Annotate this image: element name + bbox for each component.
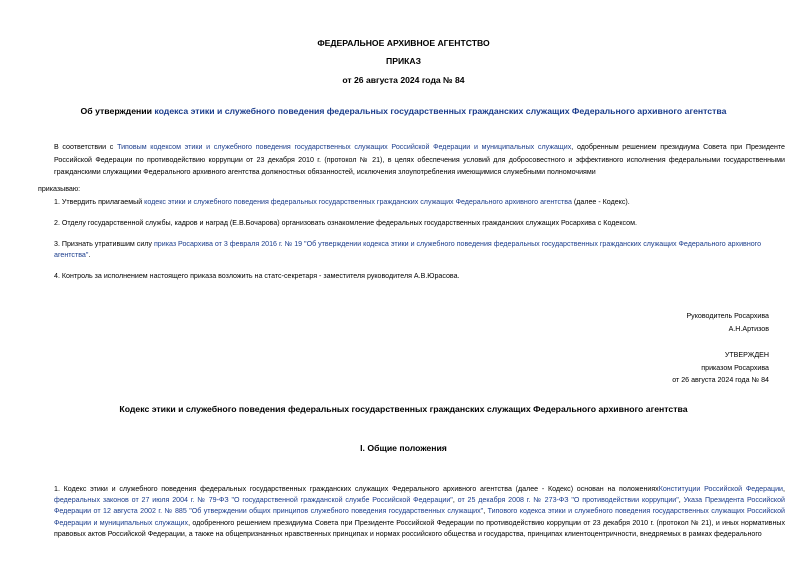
preamble-paragraph [38, 141, 785, 179]
item-4: 4. Контроль за исполнением настоящего приказа возложить на статс-секретаря - заместителя руководителя А.В.Юрасова. [54, 272, 460, 280]
decree-885-link[interactable]: Указа Президента Российской Федерации от 12 августа 2002 г. № 885 "Об утверждении общих принципов служебного поведения государственных служащих" [54, 496, 785, 516]
codex-p1-text-b: , одобренного решением президиума Совета при Президенте Российской Федерации по противодействию коррупции от 23 декабря 2010 г. (протокол № 21), и иных нормативных правовых актов Российской Федерации, а также на общепризнанных нравственных принципах и нормах российского общества и государства, принципах клиентоцентричности, внедряемых в рамках федерального [54, 518, 786, 538]
constitution-link[interactable]: Конституции Российской Федерации [658, 485, 784, 493]
item-3-text-b: . [88, 251, 91, 260]
approval-line-2: приказом Росархива [701, 363, 769, 372]
doc-date-number: от 26 августа 2024 года № 84 [342, 75, 465, 85]
approval-block [672, 349, 769, 387]
preamble-typical-codex-link[interactable]: Типовым кодексом этики и служебного поведения государственных служащих Российской Федерации и муниципальных служащих [117, 143, 572, 151]
law-79fz-link[interactable]: федеральных законов от 27 июля 2004 г. № 79-ФЗ "О государственной гражданской службе Российской Федерации" [54, 496, 453, 505]
law-273fz-link[interactable]: от 25 декабря 2008 г. № 273-ФЗ "О противодействии коррупции" [457, 496, 679, 505]
section-title: I. Общие положения [360, 443, 447, 453]
codex-p1-sep-2: , [452, 496, 458, 505]
order-word: приказываю: [38, 185, 81, 193]
signature-position: Руководитель Росархива [686, 312, 769, 320]
item-3 [38, 239, 785, 262]
signature-name: А.Н.Артизов [728, 324, 769, 333]
item-3-text-a: 3. Признать утратившим силу [54, 240, 154, 248]
approval-line-3: от 26 августа 2024 года № 84 [672, 376, 769, 384]
agency-name: ФЕДЕРАЛЬНОЕ АРХИВНОЕ АГЕНТСТВО [317, 38, 490, 48]
codex-p1-sep-1: , [783, 485, 785, 493]
codex-p1-text-a: 1. Кодекс этики и служебного поведения федеральных государственных гражданских служащих Федерального архивного агентства (далее - Кодекс) основан на положениях [54, 485, 659, 493]
order-title-prefix: Об утверждении [80, 106, 155, 116]
item-1-codex-link[interactable]: кодекс этики и служебного поведения федеральных государственных гражданских служащих Федерального архивного агентства [144, 198, 572, 206]
item-1 [38, 197, 785, 208]
preamble-text-1: В соответствии с [54, 143, 118, 151]
signature-block [686, 310, 769, 335]
item-1-text-b: (далее - Кодекс). [571, 198, 630, 206]
doc-type: ПРИКАЗ [386, 56, 421, 66]
codex-title: Кодекс этики и служебного поведения федеральных государственных гражданских служащих Федерального архивного агентства [119, 404, 688, 414]
typical-codex-link[interactable]: Типового кодекса этики и служебного поведения государственных служащих Российской Федерации и муниципальных служащих [54, 507, 785, 527]
item-1-text-a: 1. Утвердить прилагаемый [54, 198, 145, 206]
codex-p1-sep-4: , [483, 507, 488, 516]
preamble-text-2: , одобренным решением президиума Совета при Президенте Российской Федерации по противодействию коррупции от 23 декабря 2010 г. (протокол № 21), в целях обеспечения условий для добросовестного и эффективного исполнения федеральными государственными гражданскими служащими Федерального архивного агентства должностных обязанностей, исключения злоупотребления имеющимися служебными полномочиями [54, 143, 786, 176]
codex-paragraph-1 [38, 484, 785, 540]
approval-line-1: УТВЕРЖДЕН [724, 351, 769, 359]
order-title-link[interactable]: кодекса этики и служебного поведения федеральных государственных гражданских служащих Федерального архивного агентства [154, 106, 727, 116]
item-2: 2. Отделу государственной службы, кадров и наград (Е.В.Бочарова) организовать ознакомление федеральных государственных гражданских служащих Росархива с Кодексом. [54, 219, 637, 227]
item-3-order-link[interactable]: приказ Росархива от 3 февраля 2016 г. № 19 "Об утверждении кодекса этики и служебного поведения федеральных государственных гражданских служащих Федерального архивного агентства" [54, 240, 762, 260]
order-title [0, 106, 807, 116]
codex-p1-sep-3: , [678, 496, 684, 505]
